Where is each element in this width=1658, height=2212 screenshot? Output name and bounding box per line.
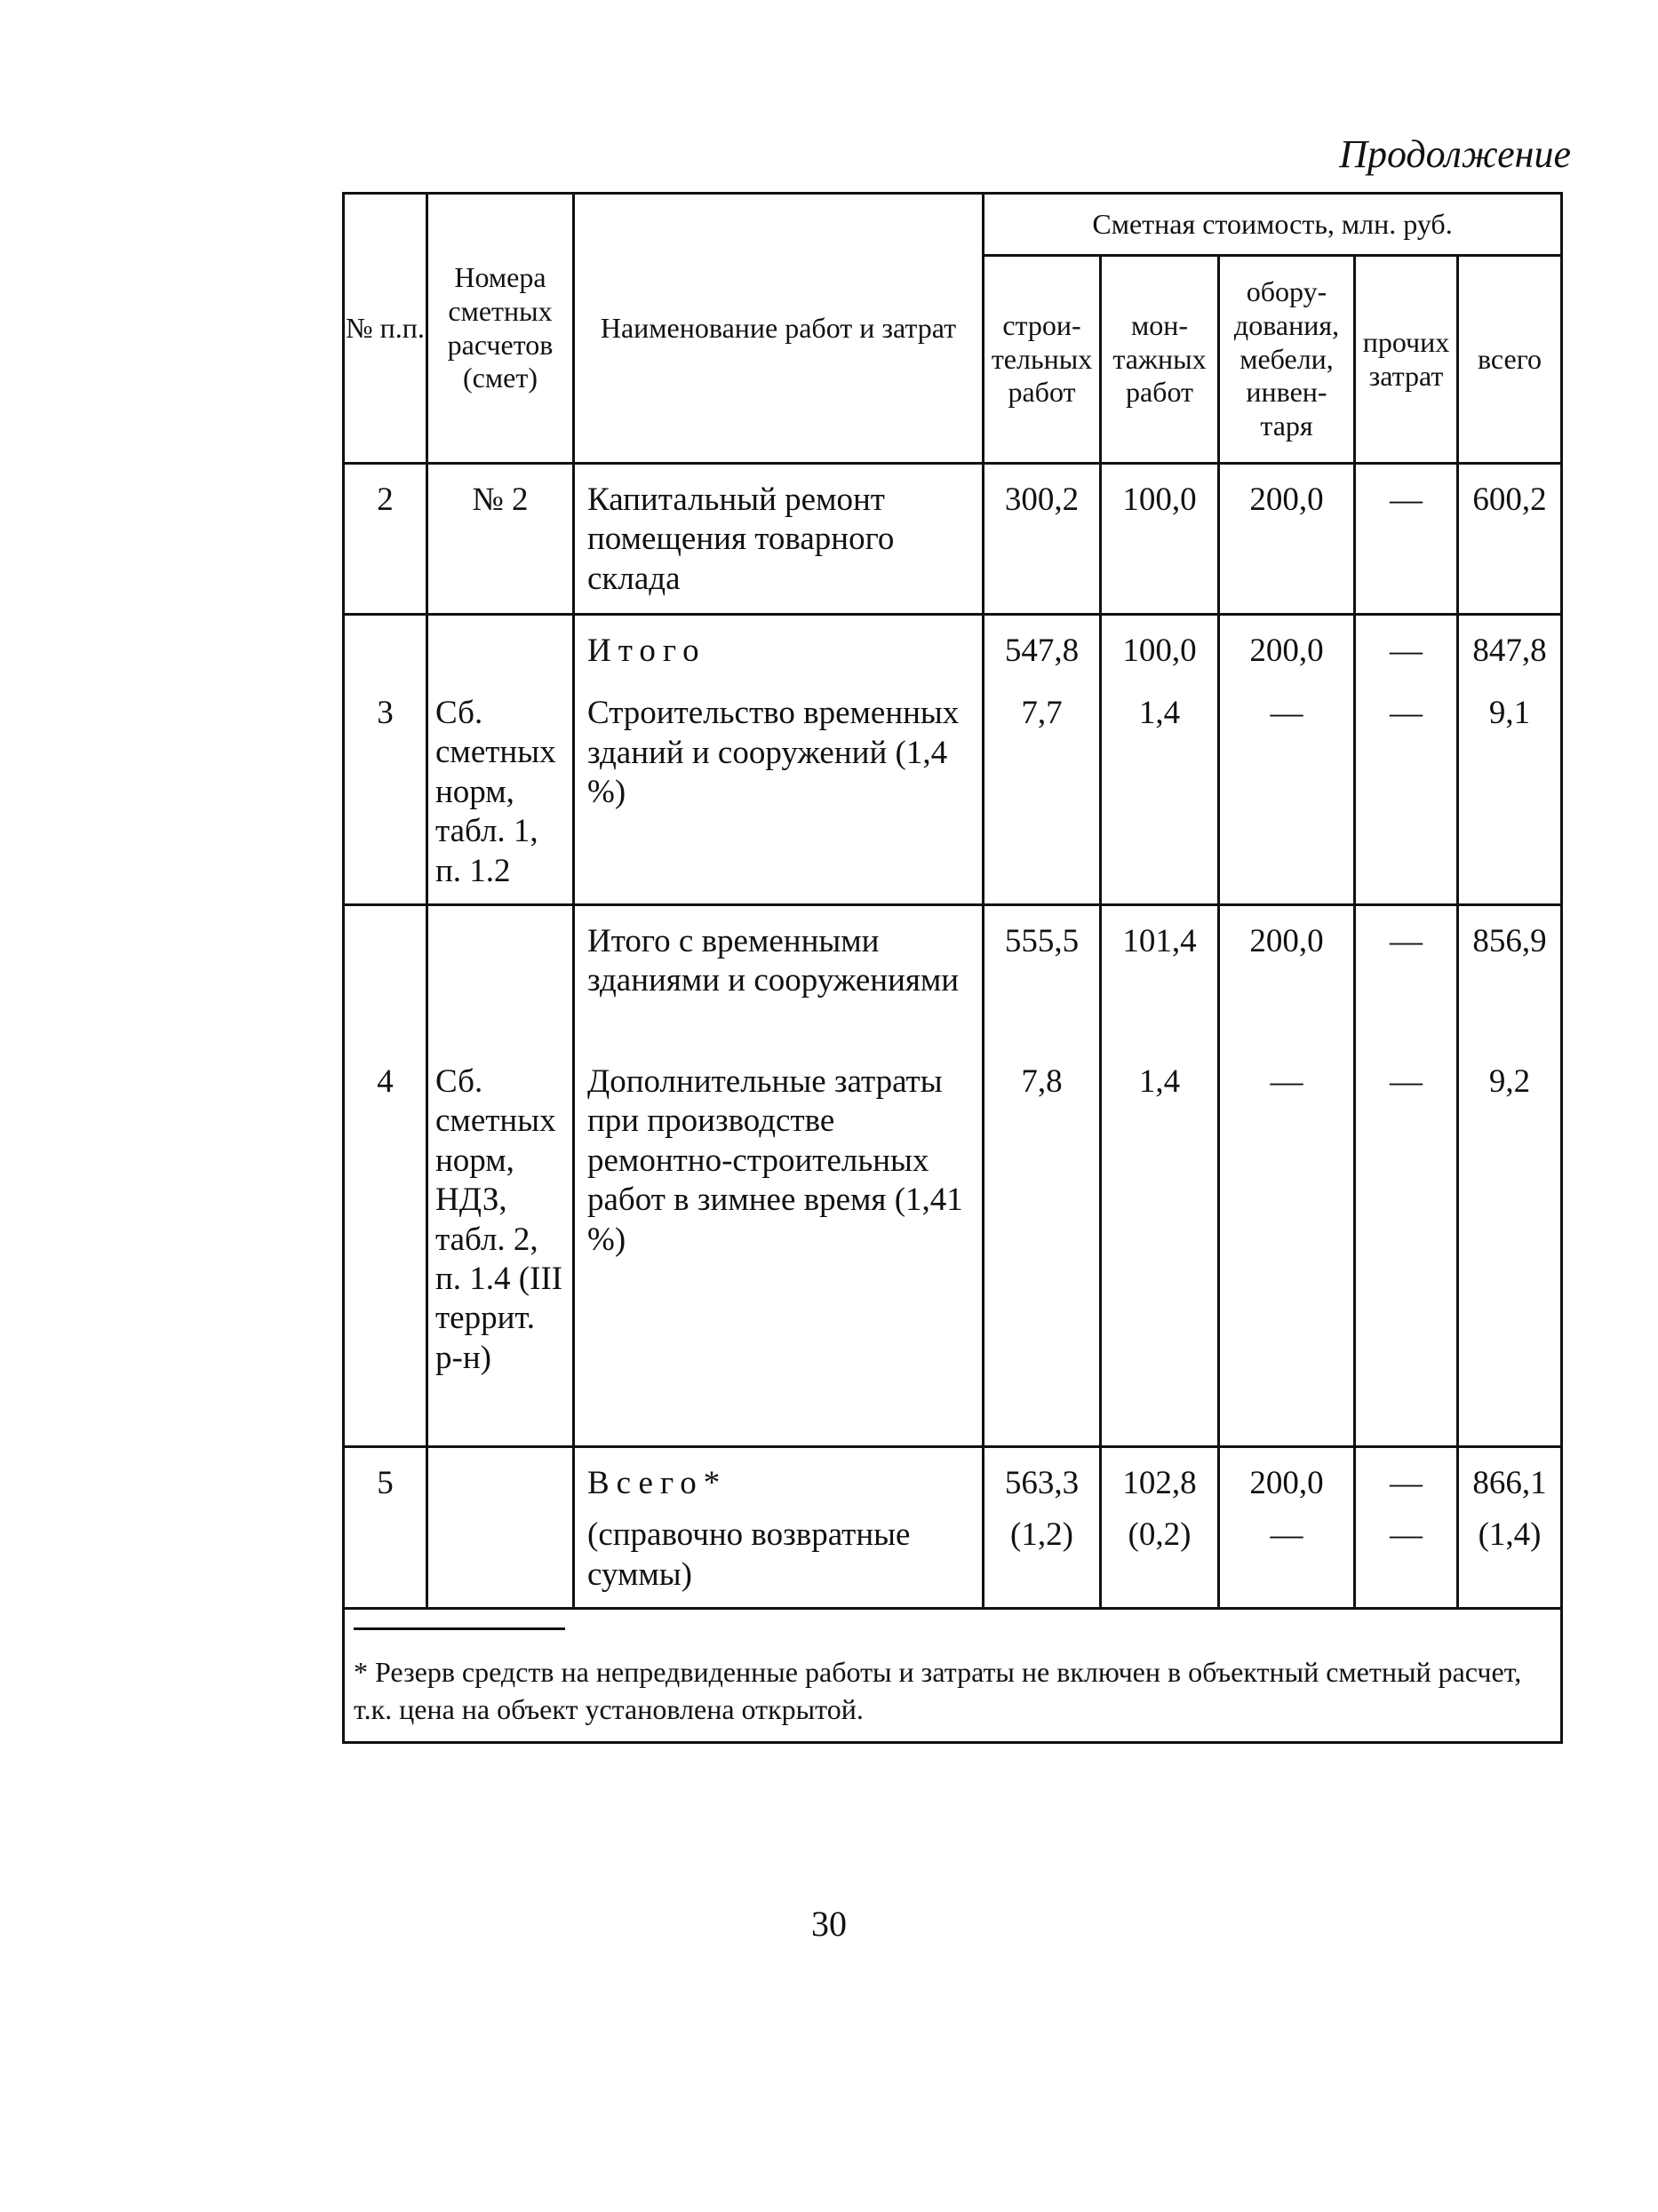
cell-equipment: —: [1270, 1516, 1303, 1554]
cell-construction: 547,8: [1004, 633, 1080, 669]
row-name: Дополнительные затраты при производстве ремонтно-строительных работ в зимнее время (1,41 %): [587, 1063, 963, 1258]
header-other: прочих затрат: [1355, 256, 1458, 464]
cell-construction: 563,3: [1004, 1465, 1080, 1501]
cell-equipment: 200,0: [1249, 923, 1324, 959]
cell-installation: 1,4: [1138, 1063, 1181, 1100]
row-ref: № 2: [427, 464, 574, 615]
header-cost-group: Сметная стоимость, млн. руб.: [984, 194, 1562, 256]
header-num: № п.п.: [344, 194, 427, 464]
cell-other: —: [1390, 923, 1423, 959]
cell-other: —: [1390, 1465, 1423, 1501]
estimate-table: [342, 192, 1563, 1744]
cell-total: (1,4): [1478, 1516, 1542, 1554]
cell-total: 856,9: [1472, 923, 1547, 959]
cell-total: 9,1: [1488, 695, 1531, 732]
header-name: Наименование работ и затрат: [574, 194, 984, 464]
table-row: [344, 905, 1562, 1447]
cell-equipment: 200,0: [1219, 464, 1355, 615]
cell-construction: 7,8: [1021, 1063, 1063, 1100]
cell-equipment: —: [1270, 1063, 1303, 1100]
cell-total: 847,8: [1472, 633, 1547, 669]
subtotal-label: Итого с временными зданиями и сооружениями: [587, 923, 960, 999]
cell-installation: 102,8: [1122, 1465, 1197, 1501]
table-row: [344, 1447, 1562, 1609]
header-installation: мон-тажных работ: [1101, 256, 1219, 464]
row-name: Капитальный ремонт помещения товарного склада: [574, 464, 984, 615]
cell-installation: 100,0: [1122, 633, 1197, 669]
continuation-label: Продолжение: [1339, 132, 1571, 176]
subtotal-label: Всего*: [587, 1465, 728, 1501]
cell-installation: 100,0: [1101, 464, 1219, 615]
footnote-rule: [354, 1627, 565, 1630]
page-number: 30: [811, 1904, 847, 1944]
table-row: [344, 615, 1562, 905]
cell-installation: (0,2): [1128, 1516, 1192, 1554]
subtotal-label: Итого: [587, 633, 706, 669]
cell-total: 9,2: [1488, 1063, 1531, 1100]
cell-other: —: [1390, 695, 1423, 732]
cell-equipment: 200,0: [1249, 1465, 1324, 1501]
row-num: 2: [344, 464, 427, 615]
cell-other: —: [1355, 464, 1458, 615]
header-construction: строи-тельных работ: [984, 256, 1101, 464]
row-ref: Сб. сметных норм, НДЗ, табл. 2, п. 1.4 (III террит. р-н): [435, 1063, 563, 1376]
table-row: [344, 464, 1562, 615]
cell-equipment: —: [1270, 695, 1303, 732]
footnote-row: [344, 1609, 1562, 1743]
cell-total: 866,1: [1472, 1465, 1547, 1501]
cell-construction: 300,2: [984, 464, 1101, 615]
row-name: Строительство временных зданий и сооружений (1,4 %): [587, 695, 960, 811]
header-total: всего: [1458, 256, 1562, 464]
header-ref: Номера сметных расчетов (смет): [427, 194, 574, 464]
cell-construction: 7,7: [1021, 695, 1063, 732]
cell-total: 600,2: [1458, 464, 1562, 615]
row-num: 4: [377, 1063, 394, 1100]
cell-other: —: [1390, 1516, 1423, 1554]
header-row-1: [344, 194, 1562, 256]
row-ref: [427, 1447, 574, 1609]
cell-other: —: [1390, 1063, 1423, 1100]
footnote: * Резерв средств на непредвиденные работы и затраты не включен в объектный сметный расчет, т.к. цена на объект установлена открытой.: [354, 1656, 1522, 1725]
row-ref: Сб. сметных норм, табл. 1, п. 1.2: [435, 695, 556, 889]
header-equipment: обору-дования, мебели, инвен-таря: [1219, 256, 1355, 464]
cell-construction: 555,5: [1004, 923, 1080, 959]
row-name: (справочно возвратные суммы): [587, 1516, 911, 1593]
cell-other: —: [1390, 633, 1423, 669]
cell-installation: 1,4: [1138, 695, 1181, 732]
row-num: 5: [344, 1447, 427, 1609]
cell-equipment: 200,0: [1249, 633, 1324, 669]
row-num: 3: [377, 695, 394, 731]
cell-installation: 101,4: [1122, 923, 1197, 959]
cell-construction: (1,2): [1010, 1516, 1073, 1554]
